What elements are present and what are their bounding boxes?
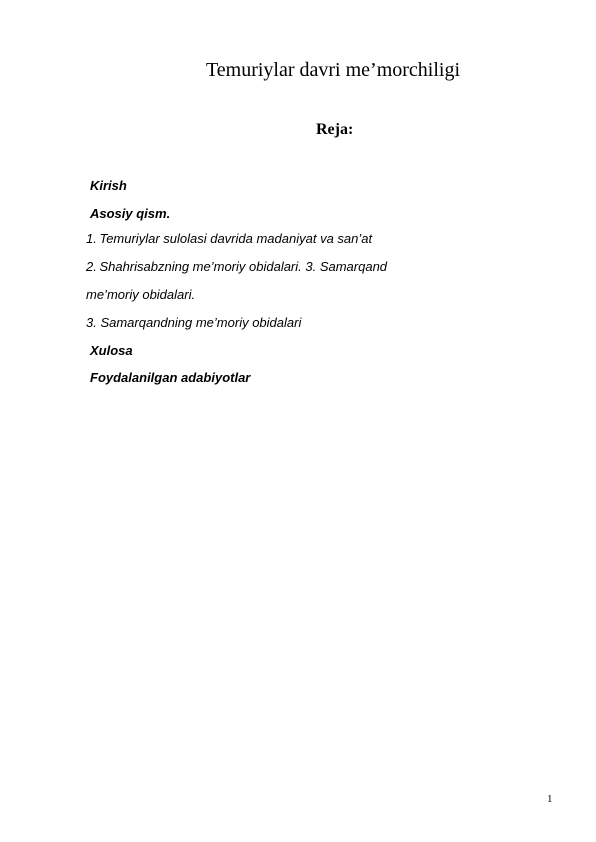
toc-conclusion: Xulosa: [90, 343, 133, 358]
document-title: Temuriylar davri me’morchiligi: [205, 59, 461, 81]
plan-heading: Reja:: [316, 121, 354, 138]
toc-item-3: 3. Samarqandning me’moriy obidalari: [86, 315, 302, 330]
page-number: 1: [547, 793, 553, 805]
toc-item-2: 2. Shahrisabzning me’moriy obidalari. 3. Samarqand: [86, 259, 388, 274]
toc-intro: Kirish: [90, 178, 127, 193]
toc-item-2-continued: me’moriy obidalari.: [86, 287, 196, 302]
toc-item-1: 1. Temuriylar sulolasi davrida madaniyat va san’at: [86, 231, 373, 246]
toc-references: Foydalanilgan adabiyotlar: [90, 370, 251, 385]
toc-main-part: Asosiy qism.: [90, 206, 171, 221]
